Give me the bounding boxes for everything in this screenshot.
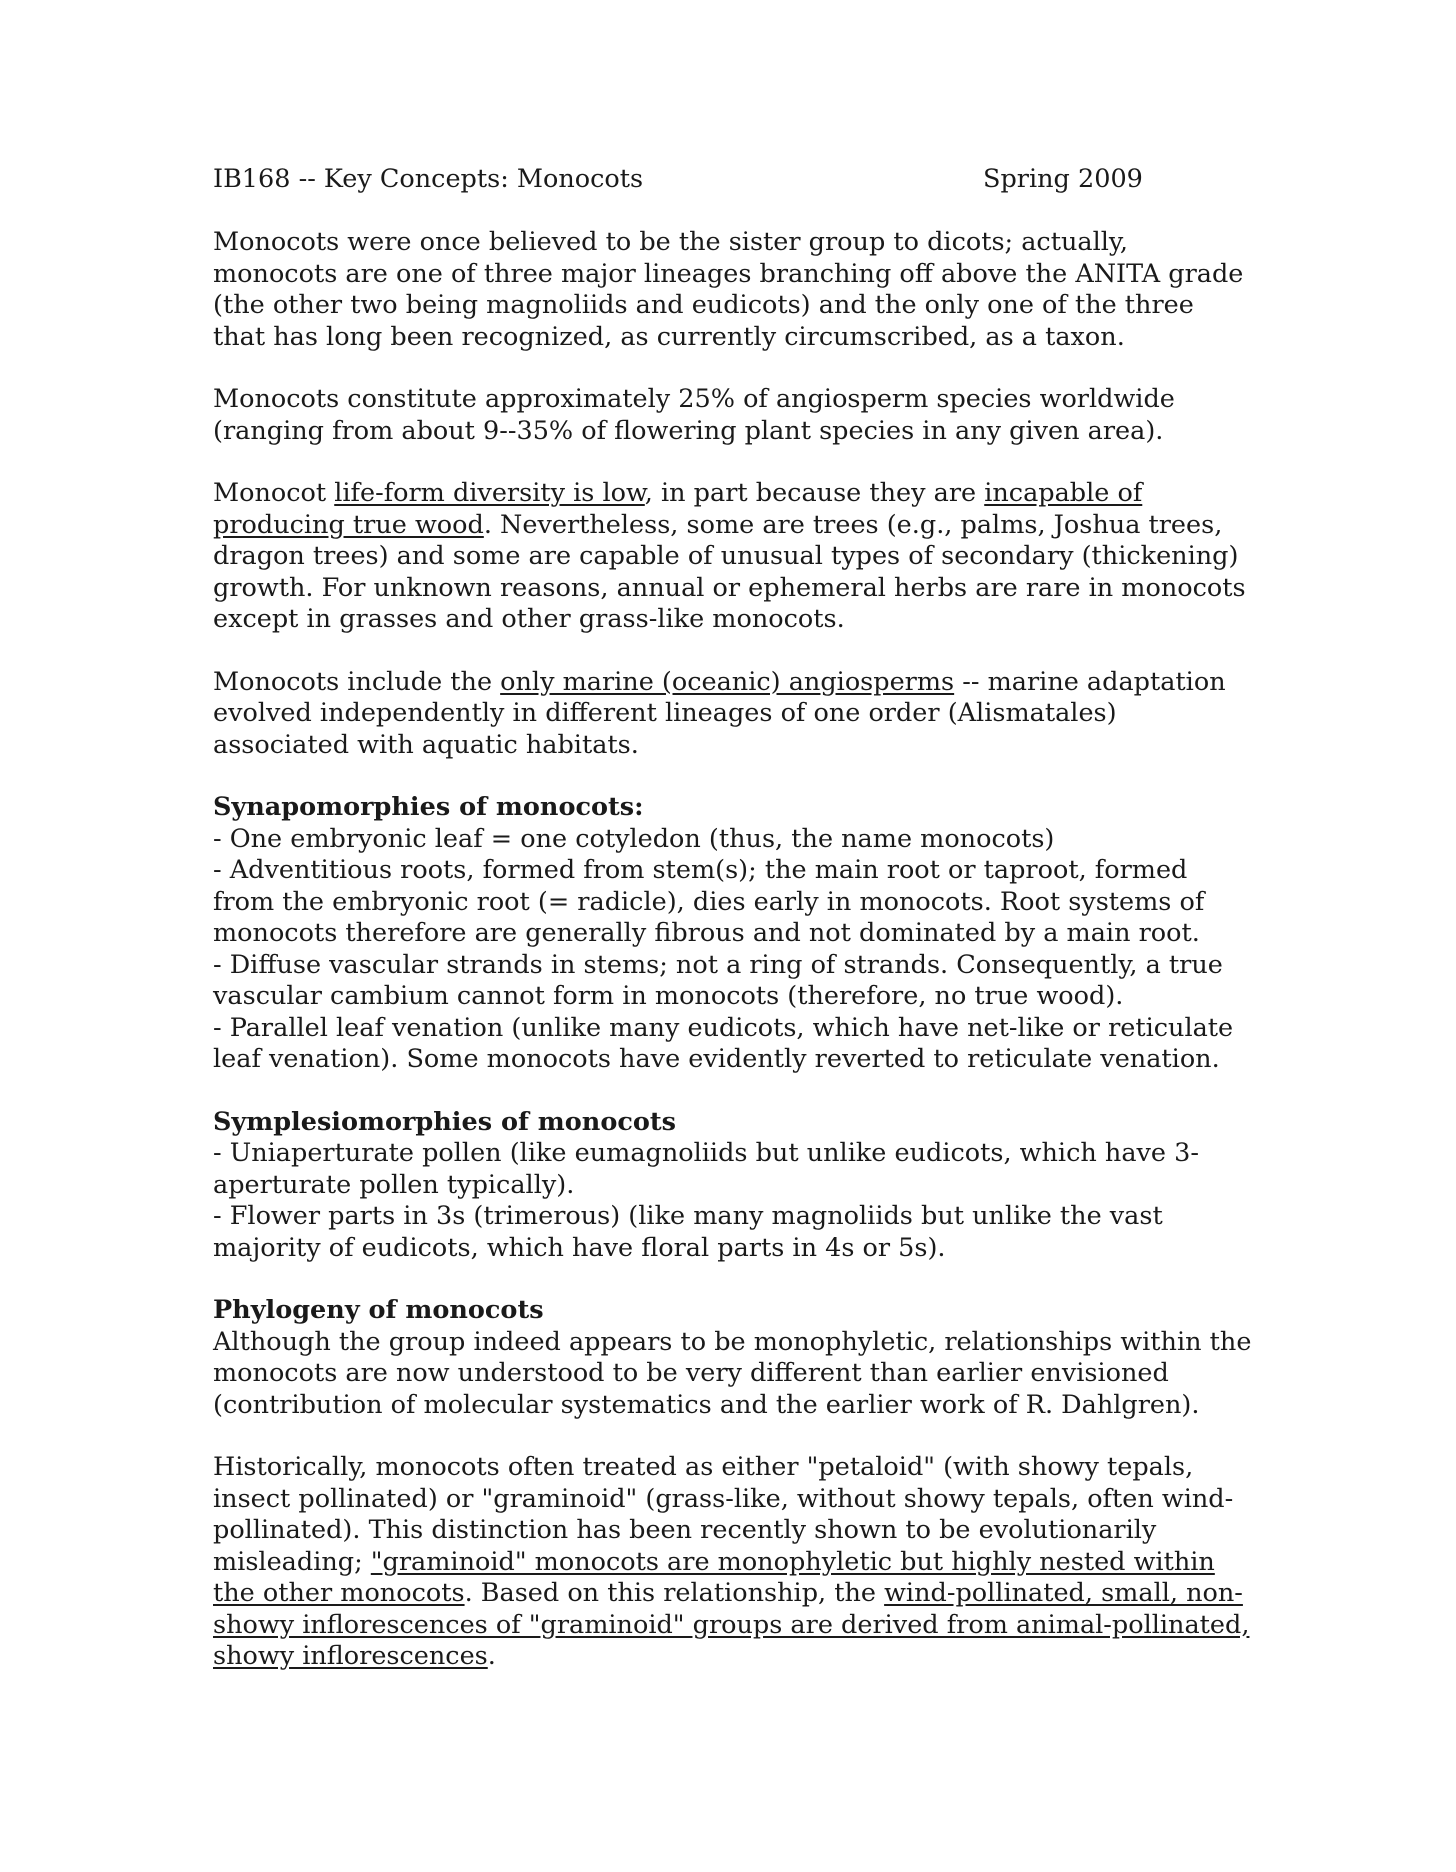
graminoid-text-2: . Based on this relationship, the (464, 1578, 885, 1608)
marine-paragraph (213, 667, 1253, 762)
life-form-text-2: , in part because they are (644, 478, 985, 508)
graminoid-text-3: . (487, 1641, 496, 1671)
list-item: - Uniaperturate pollen (like eumagnoliids but unlike eudicots, which have 3-aperturate pollen typically). (213, 1138, 1199, 1200)
graminoid-text-1: Historically, monocots often treated as either "petaloid" (with showy tepals, insect pollinated) or "graminoid" (grass-like, without showy tepals, often wind-pollinated). This distinction has been recently shown to be evolutionarily misleading; (213, 1452, 1234, 1577)
life-form-paragraph (213, 478, 1253, 636)
document-title: IB168 -- Key Concepts: Monocots (213, 164, 644, 194)
graminoid-underline-1: "graminoid" monocots are monophyletic but highly nested within the other monocots (213, 1546, 1215, 1608)
life-form-text-1: Monocot (213, 478, 335, 508)
graminoid-underline-2: wind-pollinated, small, non-showy inflorescences of "graminoid" groups are derived from animal-pollinated, showy inflorescences (213, 1578, 1250, 1671)
document-body (213, 164, 1253, 1704)
list-item: - Flower parts in 3s (trimerous) (like many magnoliids but unlike the vast majority of eudicots, which have floral parts in 4s or 5s). (213, 1201, 1163, 1263)
list-item: - Adventitious roots, formed from stem(s); the main root or taproot, formed from the embryonic root (= radicle), dies early in monocots. Root systems of monocots therefore are generally fibrous and not dominated by a main root. (213, 855, 1205, 948)
list-item: - Diffuse vascular strands in stems; not a ring of strands. Consequently, a true vascular cambium cannot form in monocots (therefore, no true wood). (213, 949, 1223, 1011)
list-item: - One embryonic leaf = one cotyledon (thus, the name monocots) (213, 823, 1055, 854)
graminoid-paragraph (213, 1452, 1253, 1673)
life-form-underline-1: life-form diversity is low (334, 478, 645, 508)
species-percentage-paragraph: Monocots constitute approximately 25% of angiosperm species worldwide (ranging from about 9--35% of flowering plant species in any given area). (213, 384, 1175, 446)
life-form-underline-2: incapable of producing true wood (213, 478, 1143, 540)
synapomorphies-heading: Synapomorphies of monocots: (213, 792, 644, 822)
symplesiomorphies-section (213, 1107, 1253, 1265)
phylogeny-paragraph: Although the group indeed appears to be monophyletic, relationships within the monocots are now understood to be very different than earlier envisioned (contribution of molecular systematics and the earlier work of R. Dahlgren). (213, 1326, 1252, 1420)
list-item: - Parallel leaf venation (unlike many eudicots, which have net-like or reticulate leaf venation). Some monocots have evidently reverted to reticulate venation. (213, 1012, 1234, 1074)
marine-text-2: -- marine adaptation evolved independently in different lineages of one order (Alismatales) associated with aquatic habitats. (213, 666, 1226, 760)
phylogeny-heading: Phylogeny of monocots (213, 1295, 544, 1325)
symplesiomorphies-heading: Symplesiomorphies of monocots (213, 1106, 677, 1137)
synapomorphies-section (213, 792, 1253, 1076)
marine-underline: only marine (oceanic) angiosperms (500, 666, 955, 697)
life-form-text-3: . Nevertheless, some are trees (e.g., palms, Joshua trees, dragon trees) and some are capable of unusual types of secondary (thickening) growth. For unknown reasons, annual or ephemeral herbs are rare in monocots except in grasses and other grass-like monocots. (213, 509, 1246, 634)
intro-paragraph: Monocots were once believed to be the sister group to dicots; actually, monocots are one of three major lineages branching off above the ANITA grade (the other two being magnoliids and eudicots) and the only one of the three that has long been recognized, as currently circumscribed, as a taxon. (213, 227, 1244, 352)
marine-text-1: Monocots include the (213, 666, 501, 697)
phylogeny-section (213, 1295, 1253, 1421)
document-header (213, 164, 1253, 196)
document-term: Spring 2009 (983, 164, 1143, 194)
